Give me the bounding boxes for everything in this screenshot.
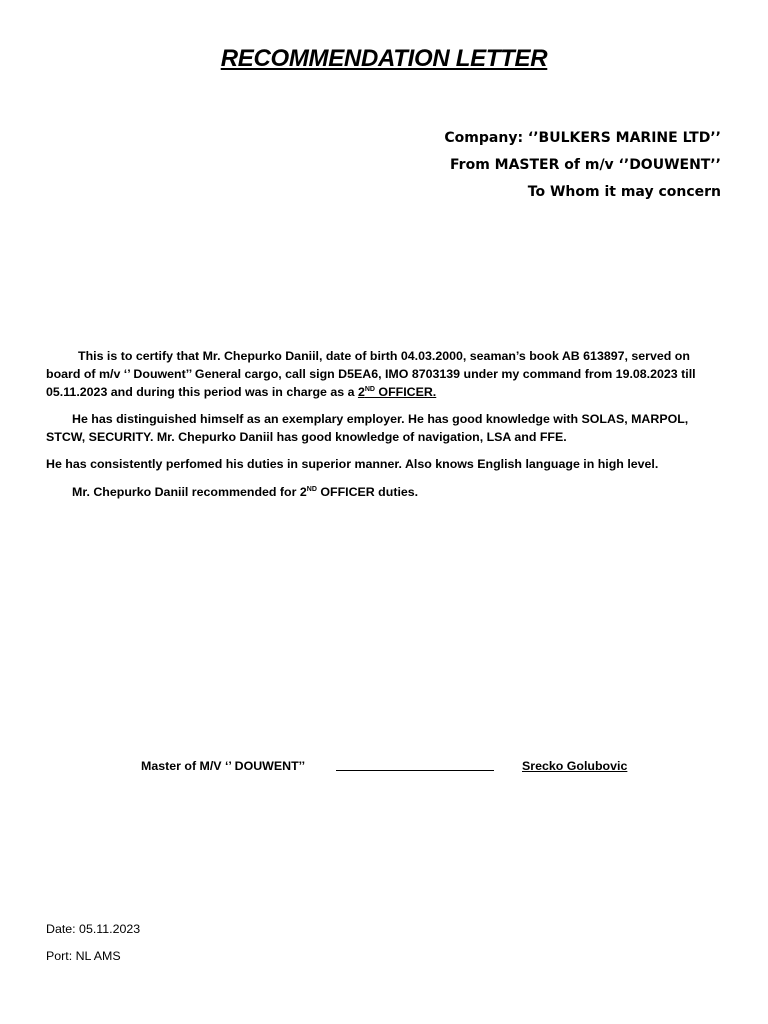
recommendation-rank-suffix: ND bbox=[306, 486, 317, 493]
document-title: RECOMMENDATION LETTER bbox=[220, 45, 548, 72]
rank-ordinal-suffix: ND bbox=[364, 386, 375, 393]
signature-line bbox=[336, 770, 494, 771]
signature-label: Master of M/V ‘’ DOUWENT’’ bbox=[141, 759, 306, 773]
knowledge-paragraph: He has distinguished himself as an exemplary employer. He has good knowledge with SOLAS, MARPOL, STCW, SECURITY. Mr. Chepurko Daniil has good knowledge of navigation, LSA and FFE. bbox=[46, 412, 689, 444]
recommendation-text: Mr. Chepurko Daniil recommended for bbox=[72, 485, 300, 499]
letter-header bbox=[444, 128, 721, 209]
from-line: From MASTER of m/v ‘’DOUWENT’’ bbox=[450, 157, 721, 173]
letter-port: Port: NL AMS bbox=[46, 949, 121, 963]
recipient-line: To Whom it may concern bbox=[527, 184, 721, 200]
performance-paragraph: He has consistently perfomed his duties in superior manner. Also knows English language in high level. bbox=[46, 457, 659, 471]
rank-title: OFFICER. bbox=[374, 385, 437, 399]
certification-paragraph bbox=[46, 347, 722, 401]
company-line: Company: ‘’BULKERS MARINE LTD’’ bbox=[444, 130, 721, 146]
recommendation-paragraph bbox=[46, 483, 722, 501]
recommendation-duties: OFFICER duties. bbox=[316, 485, 419, 499]
rank-underlined bbox=[358, 385, 436, 399]
recommendation-rank-number: 2 bbox=[299, 485, 307, 499]
letter-date: Date: 05.11.2023 bbox=[46, 922, 141, 936]
certification-text: This is to certify that Mr. Chepurko Daniil, date of birth 04.03.2000, seaman’s book AB 613897, served on board of m/v ‘’ Douwent’’ General cargo, call sign D5EA6, IMO 8703139 under my command from 19.08.2023 till 05.11.2023 and during this period was in charge as a bbox=[46, 349, 696, 399]
signatory-name: Srecko Golubovic bbox=[522, 759, 628, 773]
rank-number: 2 bbox=[357, 385, 365, 399]
